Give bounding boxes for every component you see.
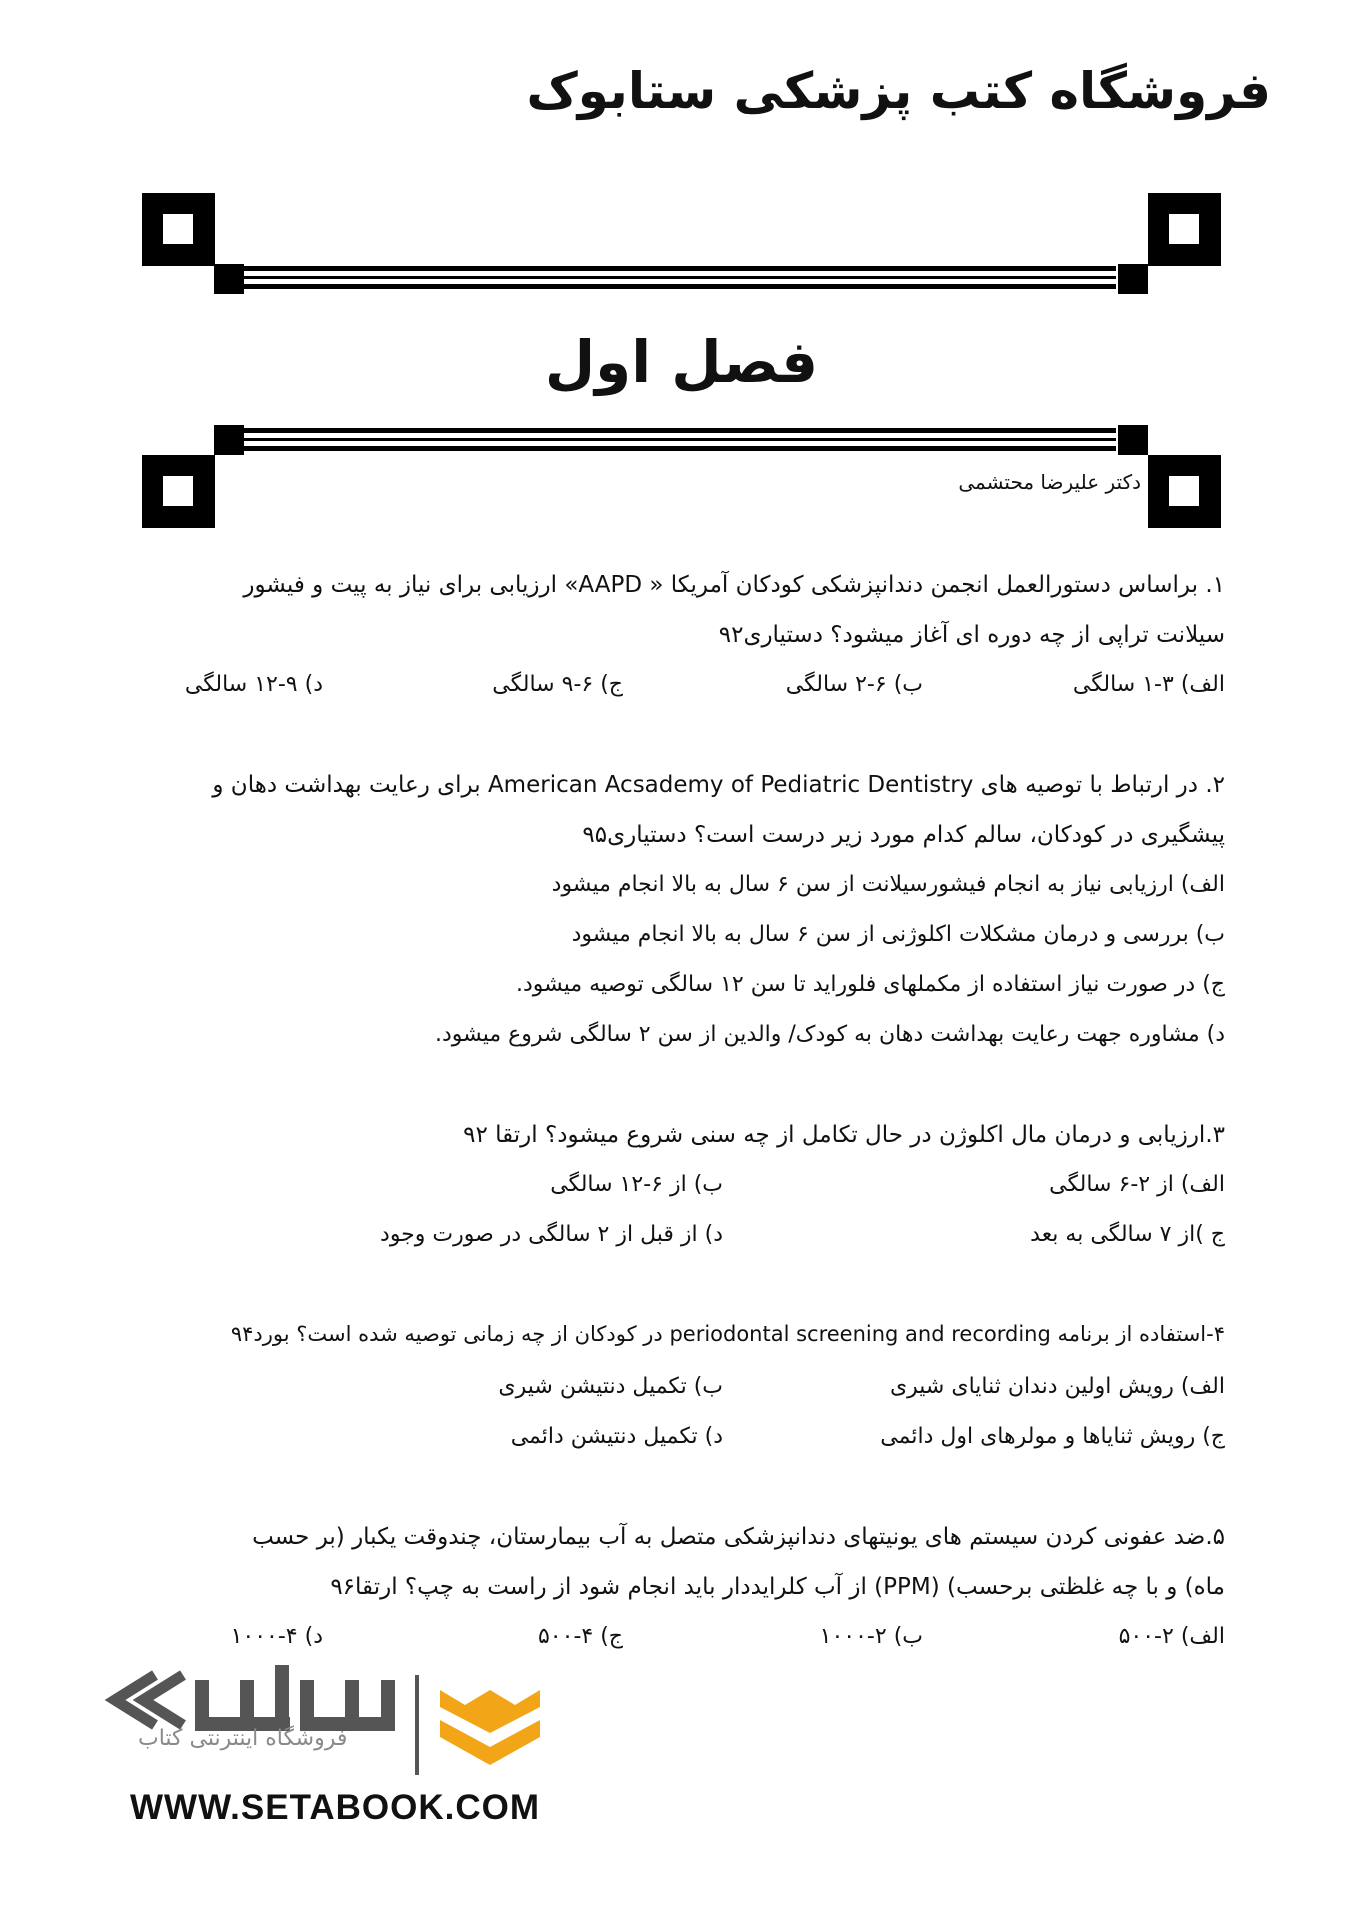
store-title: فروشگاه کتب پزشکی ستابوک: [526, 62, 1271, 120]
question-1-option-b: ب) ۶-۲ سالگی: [785, 672, 923, 697]
question-4-option-d: د) تکمیل دنتیشن دائمی: [510, 1424, 723, 1449]
frame-corner-top-right: [1148, 193, 1221, 266]
question-5-option-b: ب) ۲-۱۰۰۰: [819, 1624, 923, 1649]
frame-joint-bottom-right: [1118, 425, 1148, 455]
question-2-line-2: پیشگیری در کودکان، سالم کدام مورد زیر درست است؟ دستیاری۹۵: [582, 822, 1225, 848]
question-1-option-c: ج) ۶-۹ سالگی: [492, 672, 623, 697]
question-4-option-c: ج) رویش ثنایاها و مولرهای اول دائمی: [880, 1424, 1225, 1449]
question-2-option-b: ب) بررسی و درمان مشکلات اکلوژنی از سن ۶ سال به بالا انجام میشود: [571, 922, 1225, 947]
question-3-line-1: ۳.ارزیابی و درمان مال اکلوژن در حال تکامل از چه سنی شروع میشود؟ ارتقا ۹۲: [463, 1122, 1225, 1148]
question-3-option-b: ب) از ۶-۱۲ سالگی: [550, 1172, 723, 1197]
frame-line: [244, 428, 1116, 433]
question-1-line-1: ۱. براساس دستورالعمل انجمن دندانپزشکی کودکان آمریکا « AAPD» ارزیابی برای نیاز به پیت و فیشور: [243, 572, 1225, 598]
question-2-line-1: ۲. در ارتباط با توصیه های American Acsademy of Pediatric Dentistry برای رعایت بهداشت دهان و: [212, 772, 1225, 798]
setabook-logo: [95, 1655, 595, 1915]
question-4-option-a: الف) رویش اولین دندان ثنایای شیری: [889, 1374, 1225, 1399]
frame-corner-bottom-right: [1148, 455, 1221, 528]
question-2-option-c: ج) در صورت نیاز استفاده از مکملهای فلوراید تا سن ۱۲ سالگی توصیه میشود.: [515, 972, 1225, 997]
chapter-title: فصل اول: [544, 328, 819, 396]
question-1-line-2: سیلانت تراپی از چه دوره ای آغاز میشود؟ دستیاری۹۲: [718, 622, 1225, 648]
logo-subtitle: فروشگاه اینترنتی کتاب: [138, 1726, 348, 1751]
question-4-option-b: ب) تکمیل دنتیشن شیری: [498, 1374, 723, 1399]
question-2-option-a: الف) ارزیابی نیاز به انجام فیشورسیلانت از سن ۶ سال به بالا انجام میشود: [551, 872, 1225, 897]
frame-joint-bottom-left: [214, 425, 244, 455]
author-name: دکتر علیرضا محتشمی: [958, 470, 1141, 494]
frame-corner-top-left: [142, 193, 215, 266]
question-1-option-a: الف) ۳-۱ سالگی: [1072, 672, 1225, 697]
question-2-option-d: د) مشاوره جهت رعایت بهداشت دهان به کودک/ والدین از سن ۲ سالگی شروع میشود.: [434, 1022, 1225, 1047]
frame-line: [244, 266, 1116, 271]
frame-line: [244, 446, 1116, 451]
question-5-option-d: د) ۴-۱۰۰۰: [230, 1624, 323, 1649]
question-4-line-1: ۴-استفاده از برنامه periodontal screening and recording در کودکان از چه زمانی توصیه شده است؟ بورد۹۴: [230, 1322, 1225, 1346]
frame-line: [244, 284, 1116, 289]
question-1-option-d: د) ۹-۱۲ سالگی: [184, 672, 323, 697]
frame-line: [244, 276, 1116, 279]
frame-joint-top-left: [214, 264, 244, 294]
frame-corner-bottom-left: [142, 455, 215, 528]
logo-url: [130, 1788, 540, 1828]
frame-line: [244, 438, 1116, 441]
logo-url-part1: WWW.SETA: [130, 1788, 336, 1827]
setabook-logo-mark: [95, 1655, 595, 1785]
question-3-option-c: ج )از ۷ سالگی به بعد: [1030, 1222, 1225, 1247]
question-3-option-a: الف) از ۲-۶ سالگی: [1049, 1172, 1225, 1197]
question-5-line-1: ۵.ضد عفونی کردن سیستم های یونیتهای دندانپزشکی متصل به آب بیمارستان، چندوقت یکبار (بر حسب: [252, 1524, 1225, 1550]
question-3-option-d: د) از قبل از ۲ سالگی در صورت وجود: [380, 1222, 723, 1247]
question-5-line-2: ماه) و با چه غلظتی برحسب) (PPM) از آب کلرایددار باید انجام شود از راست به چپ؟ ارتقا۹۶: [330, 1574, 1225, 1600]
frame-joint-top-right: [1118, 264, 1148, 294]
logo-url-part2: BOOK.COM: [335, 1788, 541, 1827]
question-5-option-c: ج) ۴-۵۰۰: [537, 1624, 623, 1649]
question-5-option-a: الف) ۲-۵۰۰: [1118, 1624, 1225, 1649]
